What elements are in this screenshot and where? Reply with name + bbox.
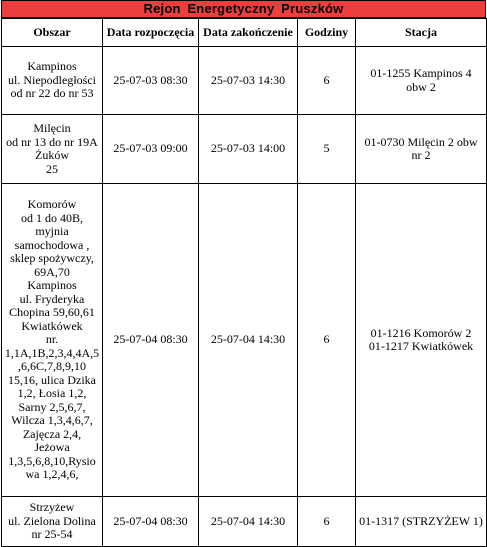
- station-cell: [356, 184, 487, 497]
- station-line: nr 2: [411, 148, 431, 162]
- obszar-line: Milęcin: [33, 121, 71, 135]
- obszar-line: Komorów: [27, 197, 77, 212]
- header-hours: Godziny: [298, 19, 356, 47]
- obszar-line: Kampinos: [27, 278, 77, 293]
- station-line: 01-1255 Kampinos 4: [370, 66, 472, 80]
- header-station: Stacja: [356, 19, 487, 47]
- header-start-date: Data rozpoczęcia: [103, 19, 199, 47]
- table-row: [2, 47, 487, 115]
- header-row: [2, 19, 487, 47]
- start-date-cell: 25-07-04 08:30: [103, 497, 199, 547]
- obszar-line: Strzyżew: [29, 500, 75, 515]
- obszar-line: Wilcza 1,3,4,6,7,: [11, 413, 93, 428]
- station-line: obw 2: [406, 79, 436, 94]
- hours-cell: 6: [298, 47, 356, 115]
- table-row: [2, 184, 487, 497]
- obszar-line: sklep spożywczy,: [10, 251, 94, 266]
- obszar-line: nr 25-54: [31, 527, 73, 542]
- obszar-line: 1,1A,1B,2,3,4,4A,5: [4, 345, 100, 360]
- obszar-line: ul. Niepodległości: [8, 72, 96, 87]
- obszar-line: Jeżowa: [34, 440, 70, 455]
- obszar-line: od nr 22 do nr 53: [10, 86, 94, 101]
- obszar-line: Sarny 2,5,6,7,: [18, 399, 86, 414]
- start-date-cell: 25-07-04 08:30: [103, 184, 199, 497]
- start-date-cell: 25-07-03 08:30: [103, 47, 199, 115]
- table-row: [2, 115, 487, 184]
- obszar-line: od 1 do 40B,: [20, 210, 83, 225]
- header-end-date: Data zakończenie: [199, 19, 298, 47]
- obszar-line: ul. Zielona Dolina: [8, 513, 96, 528]
- obszar-cell: [2, 115, 103, 184]
- obszar-line: Żuków: [35, 148, 69, 162]
- obszar-line: Kwiatkówek: [21, 318, 83, 333]
- header-obszar: Obszar: [2, 19, 103, 47]
- station-line: 01-1217 Kwiatkówek: [368, 339, 474, 353]
- end-date-cell: 25-07-04 14:30: [199, 184, 298, 497]
- end-date-cell: 25-07-03 14:00: [199, 115, 298, 184]
- obszar-line: ul. Fryderyka: [19, 291, 85, 306]
- start-date-cell: 25-07-03 09:00: [103, 115, 199, 184]
- end-date-cell: 25-07-04 14:30: [199, 497, 298, 547]
- station-line: 01-0730 Milęcin 2 obw: [364, 134, 478, 149]
- obszar-line: Chopina 59,60,61: [9, 305, 95, 320]
- end-date-cell: 25-07-03 14:30: [199, 47, 298, 115]
- hours-cell: 6: [298, 184, 356, 497]
- obszar-line: 15,16, ulica Dzika: [8, 372, 96, 387]
- obszar-line: 25: [46, 161, 58, 176]
- outage-table: [1, 18, 487, 547]
- obszar-line: wa 1,2,4,6,: [25, 467, 79, 482]
- obszar-line: myjnia: [35, 224, 69, 239]
- obszar-cell: [2, 497, 103, 547]
- obszar-cell: [2, 47, 103, 115]
- station-cell: [356, 115, 487, 184]
- station-line: 01-1317 (STRZYŻEW 1): [359, 513, 483, 528]
- hours-cell: 5: [298, 115, 356, 184]
- station-cell: [356, 497, 487, 547]
- outage-table-container: [1, 0, 486, 547]
- hours-cell: 6: [298, 497, 356, 547]
- obszar-line: od nr 13 do nr 19A: [6, 134, 98, 149]
- obszar-line: ,6,6C,7,8,9,10: [17, 359, 86, 374]
- obszar-line: 1,2, Łosia 1,2,: [17, 386, 87, 401]
- obszar-line: Kampinos: [27, 59, 77, 74]
- obszar-line: nr.: [45, 332, 59, 347]
- station-line: 01-1216 Komorów 2: [370, 325, 472, 340]
- obszar-line: samochodowa ,: [14, 237, 90, 252]
- obszar-line: 69A,70: [34, 264, 70, 279]
- station-cell: [356, 47, 487, 115]
- table-row: [2, 497, 487, 547]
- obszar-cell: [2, 184, 103, 497]
- obszar-line: 1,3,5,6,8,10,Rysio: [8, 453, 96, 468]
- obszar-line: Zajęcza 2,4,: [22, 426, 82, 441]
- region-title: Rejon Energetyczny Pruszków: [1, 0, 486, 18]
